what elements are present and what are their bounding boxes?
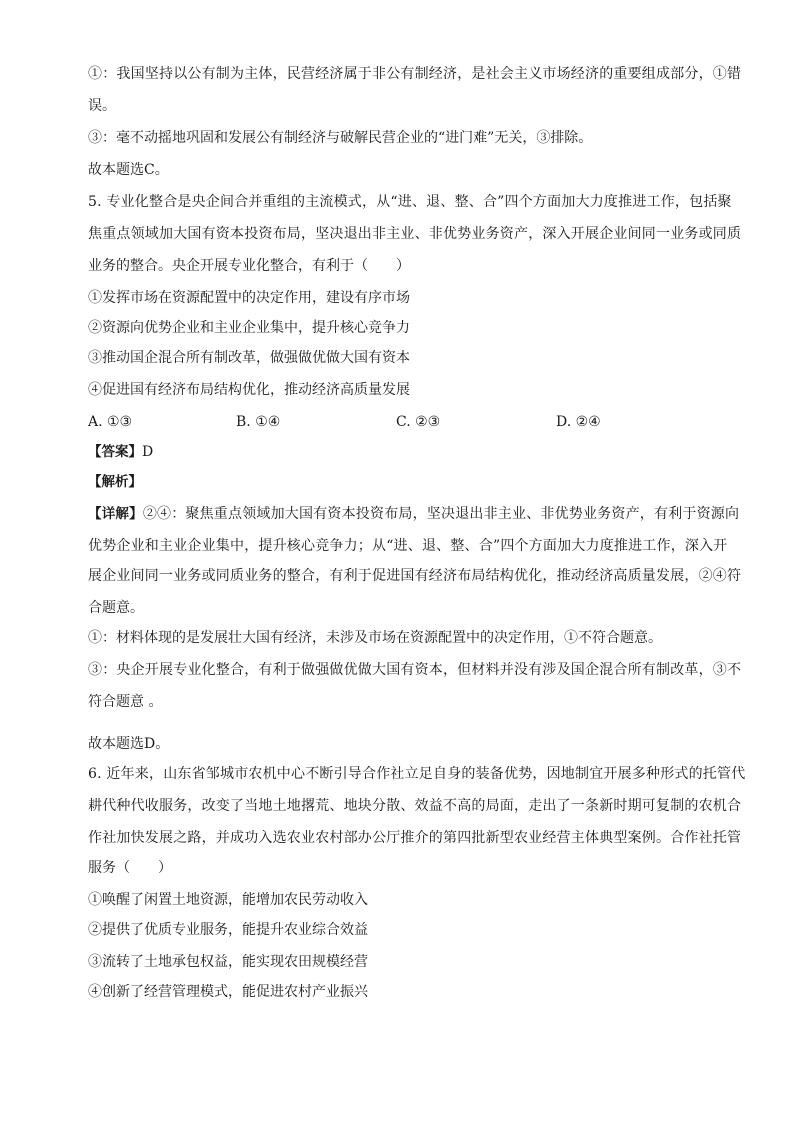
question-5-statement: ④促进国有经济布局结构优化，推动经济高质量发展 [88, 382, 410, 398]
question-6-stem: 服务（ ） [88, 860, 172, 876]
answer-line [88, 442, 153, 462]
detail-line: ①：材料体现的是发展壮大国有经济，未涉及市场在资源配置中的决定作用，①不符合题意。 [88, 630, 662, 646]
question-6-stem: 6. 近年来，山东省邹城市农机中心不断引导合作社立足自身的装备优势，因地制宜开展多种形式的托管代 [88, 766, 746, 782]
option-c: C. ②③ [396, 414, 441, 430]
detail-text: ②④：聚焦重点领域加大国有资本投资布局，坚决退出非主业、非优势业务资产，有利于资源向 [142, 506, 740, 522]
text-line: ③：毫不动摇地巩固和发展公有制经济与破解民营企业的“进门难”无关，③排除。 [88, 130, 593, 146]
text-line: ①：我国坚持以公有制为主体，民营经济属于非公有制经济，是社会主义市场经济的重要组成部分，①错 [88, 66, 742, 82]
answer-tag: 【答案】 [88, 444, 142, 460]
detail-line: 优势企业和主业企业集中，提升核心竞争力；从“进、退、整、合”四个方面加大力度推进工作，深入开 [88, 538, 728, 554]
detail-tag: 【详解】 [88, 506, 143, 522]
question-6-statement: ④创新了经营管理模式，能促进农村产业振兴 [88, 984, 368, 1000]
question-6-statement: ②提供了优质专业服务，能提升农业综合效益 [88, 922, 368, 938]
text-line: 故本题选C。 [88, 162, 169, 178]
question-5-statement: ③推动国企混合所有制改革，做强做优做大国有资本 [88, 350, 410, 366]
detail-line: 合题意。 [88, 600, 144, 616]
detail-line: 符合题意 。 [88, 694, 163, 710]
question-5-stem: 5. 专业化整合是央企间合并重组的主流模式，从“进、退、整、合”四个方面加大力度推进工作，包括聚 [88, 194, 732, 210]
detail-line: 故本题选D。 [88, 736, 170, 752]
detail-line [88, 504, 739, 524]
detail-line: ③：央企开展专业化整合，有利于做强做优做大国有资本，但材料并没有涉及国企混合所有制改革，③不 [88, 662, 742, 678]
option-b: B. ①④ [236, 414, 281, 430]
detail-line: 展企业间同一业务或同质业务的整合，有利于促进国有经济布局结构优化，推动经济高质量发展，②④符 [88, 568, 742, 584]
analysis-tag: 【解析】 [88, 474, 142, 490]
option-d: D. ②④ [556, 414, 601, 430]
question-6-statement: ③流转了土地承包权益，能实现农田规模经营 [88, 954, 368, 970]
question-5-statement: ②资源向优势企业和主业企业集中，提升核心竞争力 [88, 320, 410, 336]
answer-value: D [142, 444, 154, 460]
text-line: 误。 [88, 98, 116, 114]
question-5-stem: 业务的整合。央企开展专业化整合，有利于（ ） [88, 258, 410, 274]
analysis-heading [88, 472, 142, 492]
question-5-stem: 焦重点领域加大国有资本投资布局，坚决退出非主业、非优势业务资产，深入开展企业间同一业务或同质 [88, 226, 742, 242]
option-a: A. ①③ [88, 414, 133, 430]
question-6-statement: ①唤醒了闲置土地资源，能增加农民劳动收入 [88, 892, 368, 908]
question-5-statement: ①发挥市场在资源配置中的决定作用，建设有序市场 [88, 290, 410, 306]
question-6-stem: 作社加快发展之路，并成功入选农业农村部办公厅推介的第四批新型农业经营主体典型案例。合作社托管 [88, 830, 742, 846]
question-6-stem: 耕代种代收服务，改变了当地土地撂荒、地块分散、效益不高的局面，走出了一条新时期可复制的农机合 [88, 798, 742, 814]
